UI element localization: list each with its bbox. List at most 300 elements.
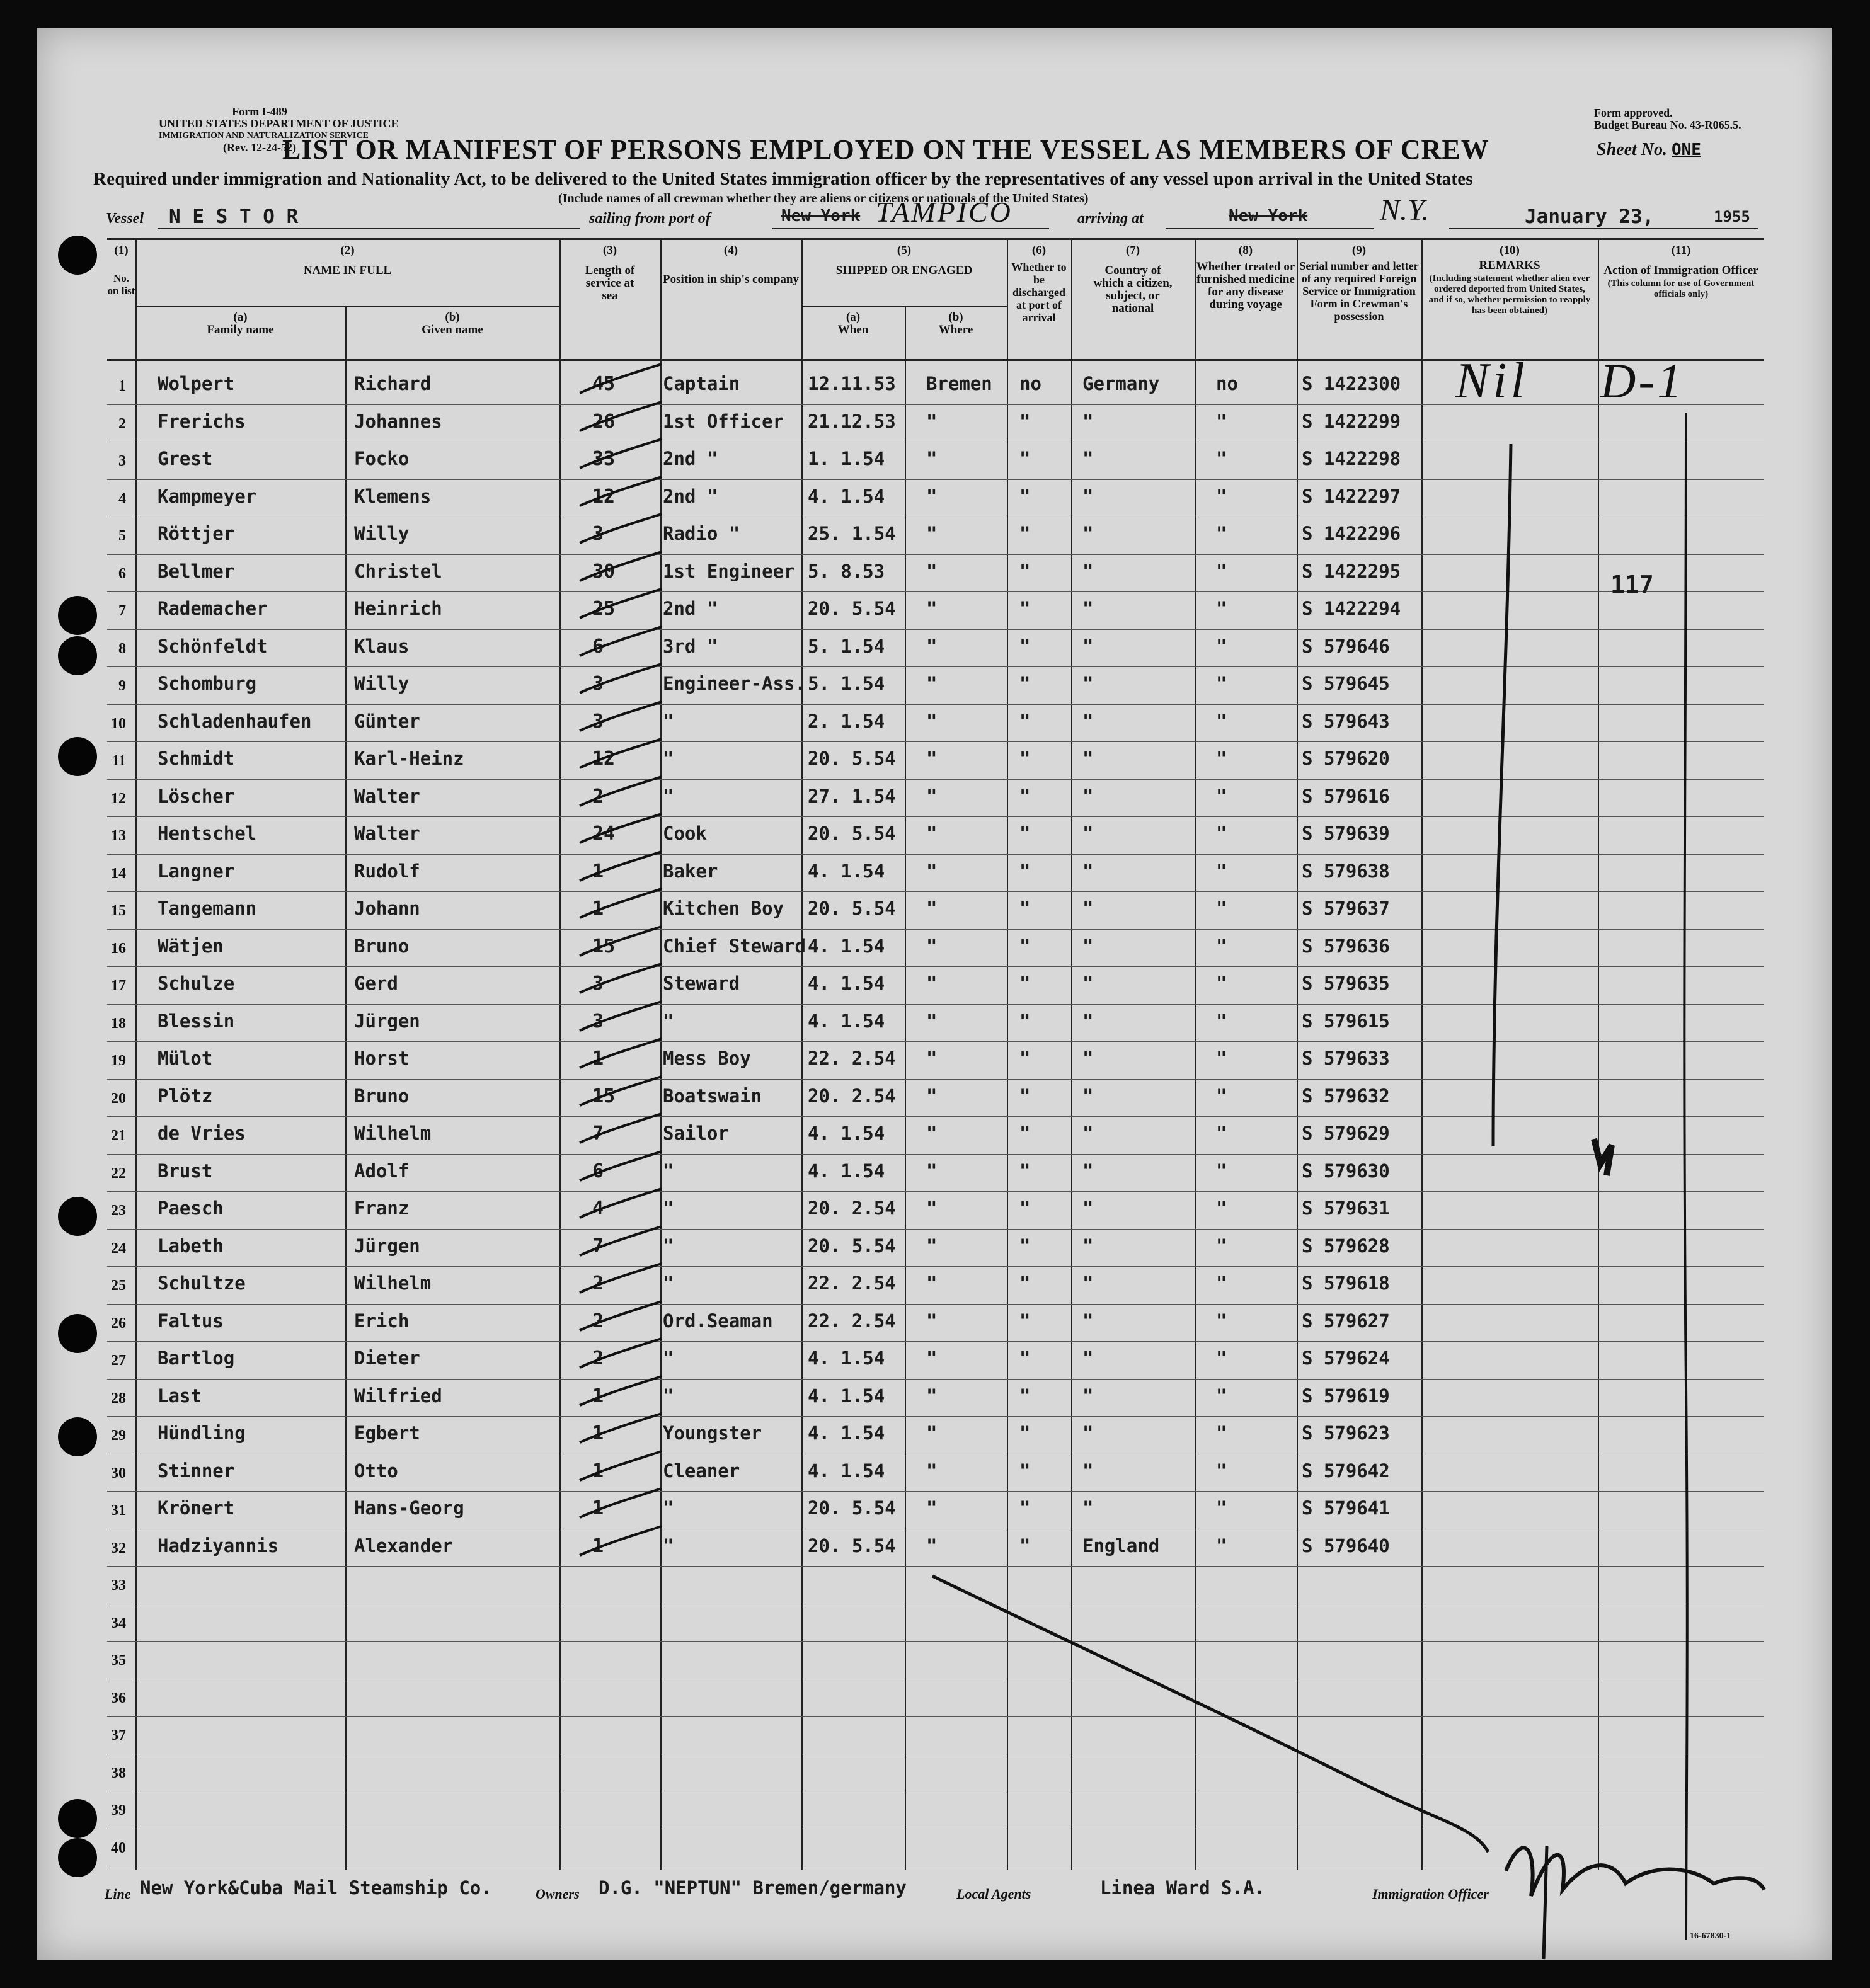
cell-family: Röttjer [158, 523, 235, 544]
cell-family: Hentschel [158, 823, 257, 844]
service-years: 1 [592, 1460, 604, 1482]
cell-treated: " [1216, 710, 1227, 732]
cell-when: 22. 2.54 [808, 1048, 896, 1069]
cell-position: Baker [663, 860, 718, 882]
cell-serial: S 1422300 [1302, 373, 1401, 394]
service-years: 3 [592, 1010, 604, 1032]
cell-where: " [926, 448, 938, 469]
row-number: 30 [111, 1465, 126, 1482]
cell-serial: S 579624 [1302, 1347, 1390, 1369]
row-number: 22 [111, 1165, 126, 1182]
cell-discharged: " [1019, 823, 1031, 844]
cell-when: 20. 5.54 [808, 1497, 896, 1519]
cell-when: 25. 1.54 [808, 523, 896, 544]
cell-country: " [1082, 823, 1094, 844]
cell-given: Horst [354, 1048, 410, 1069]
cell-serial: S 579636 [1302, 935, 1390, 957]
arrival-date: January 23, [1525, 205, 1655, 228]
cell-serial: S 579615 [1302, 1010, 1390, 1032]
cell-discharged: " [1019, 485, 1031, 507]
row-number: 38 [111, 1764, 126, 1781]
cell-family: Tangemann [158, 898, 257, 919]
cell-discharged: " [1019, 673, 1031, 694]
col9-header: (9) Serial number and letter of any required Foreign Service or Immigration Form in Crewman's possession [1299, 244, 1419, 323]
service-years: 2 [592, 1272, 604, 1294]
row-number: 27 [111, 1352, 126, 1369]
cell-treated: " [1216, 1085, 1227, 1107]
service-years: 26 [592, 410, 616, 433]
cell-discharged: " [1019, 523, 1031, 544]
cell-given: Bruno [354, 1085, 410, 1107]
row-number: 8 [118, 640, 126, 657]
cell-when: 22. 2.54 [808, 1272, 896, 1294]
cell-treated: " [1216, 560, 1227, 582]
cell-treated: " [1216, 1272, 1227, 1294]
cell-family: de Vries [158, 1123, 246, 1144]
officer-label: Immigration Officer [1372, 1886, 1489, 1902]
cell-given: Walter [354, 823, 420, 844]
arrival-year: 1955 [1714, 208, 1750, 226]
cell-given: Egbert [354, 1422, 420, 1444]
cell-country: " [1082, 598, 1094, 619]
remarks-ditto-line [1493, 444, 1511, 1146]
cell-treated: " [1216, 823, 1227, 844]
row-number: 36 [111, 1689, 126, 1706]
cell-family: Löscher [158, 785, 235, 807]
service-years: 15 [592, 1085, 616, 1107]
cell-given: Walter [354, 785, 420, 807]
cell-position: Steward [663, 973, 740, 994]
cell-serial: S 579628 [1302, 1235, 1390, 1257]
cell-given: Heinrich [354, 598, 442, 619]
cell-family: Faltus [158, 1310, 224, 1332]
cell-serial: S 579618 [1302, 1272, 1390, 1294]
cell-treated: " [1216, 860, 1227, 882]
cell-treated: " [1216, 1235, 1227, 1257]
cell-discharged: " [1019, 860, 1031, 882]
cell-serial: S 579627 [1302, 1310, 1390, 1332]
cell-position: Boatswain [663, 1085, 762, 1107]
cell-serial: S 1422297 [1302, 485, 1401, 507]
service-years: 1 [592, 1534, 604, 1557]
cell-family: Wolpert [158, 373, 235, 394]
cell-when: 4. 1.54 [808, 1422, 885, 1444]
cell-discharged: " [1019, 1385, 1031, 1407]
cell-position: 2nd " [663, 485, 718, 507]
service-years: 7 [592, 1123, 604, 1145]
signature-stroke [1544, 1846, 1547, 1959]
row-number: 16 [111, 940, 126, 957]
cell-where: " [926, 1534, 938, 1557]
cell-when: 20. 5.54 [808, 748, 896, 769]
row-number: 39 [111, 1802, 126, 1819]
service-years: 3 [592, 710, 604, 733]
cell-treated: " [1216, 598, 1227, 619]
row-number: 35 [111, 1652, 126, 1669]
cell-serial: S 579645 [1302, 673, 1390, 694]
cell-family: Hadziyannis [158, 1534, 279, 1557]
cell-treated: " [1216, 1010, 1227, 1032]
cell-where: " [926, 410, 938, 432]
cell-country: " [1082, 673, 1094, 694]
arriving-label: arriving at [1077, 210, 1144, 227]
row-number: 7 [118, 603, 126, 619]
cell-where: " [926, 560, 938, 582]
cell-treated: " [1216, 973, 1227, 994]
col6-header: (6) Whether to be discharged at port of arrival [1011, 244, 1067, 324]
cell-country: " [1082, 448, 1094, 469]
row-number: 12 [111, 790, 126, 807]
cell-given: Willy [354, 673, 410, 694]
cell-treated: " [1216, 1385, 1227, 1407]
row-number: 5 [118, 528, 126, 544]
cell-position: Kitchen Boy [663, 898, 784, 919]
remarks-handwritten: Nil [1455, 353, 1529, 409]
cell-family: Brust [158, 1160, 213, 1182]
cell-given: Jürgen [354, 1235, 420, 1257]
port-handwritten: TAMPICO [876, 196, 1012, 228]
cell-where: " [926, 823, 938, 844]
cell-treated: " [1216, 748, 1227, 769]
vessel-name: N E S T O R [169, 205, 299, 228]
cell-position: Chief Steward [663, 935, 806, 957]
col2-header: (2) NAME IN FULL [303, 244, 392, 277]
cell-discharged: " [1019, 1085, 1031, 1107]
cell-discharged: " [1019, 1272, 1031, 1294]
service-years: 6 [592, 635, 604, 658]
col4-header: (4) Position in ship's company [663, 244, 799, 286]
cell-position: 1st Engineer [663, 560, 795, 582]
cell-family: Labeth [158, 1235, 224, 1257]
row-number: 19 [111, 1053, 126, 1069]
cell-when: 20. 5.54 [808, 1534, 896, 1557]
cell-country: " [1082, 523, 1094, 544]
cell-when: 27. 1.54 [808, 785, 896, 807]
cell-given: Wilhelm [354, 1272, 432, 1294]
cell-when: 4. 1.54 [808, 1010, 885, 1032]
cell-discharged: " [1019, 410, 1031, 432]
cell-treated: " [1216, 1048, 1227, 1069]
cell-serial: S 579639 [1302, 823, 1390, 844]
cell-where: " [926, 1010, 938, 1032]
cell-given: Erich [354, 1310, 410, 1332]
cell-serial: S 579619 [1302, 1385, 1390, 1407]
cell-position: Youngster [663, 1422, 762, 1444]
ink-blot [1594, 1139, 1612, 1175]
service-years: 6 [592, 1160, 604, 1182]
cell-serial: S 1422296 [1302, 523, 1401, 544]
col5a-header: (a) When [837, 311, 869, 336]
row-number: 9 [118, 678, 126, 694]
cell-where: Bremen [926, 373, 992, 394]
cell-family: Bartlog [158, 1347, 235, 1369]
service-years: 3 [592, 673, 604, 695]
cell-serial: S 579629 [1302, 1123, 1390, 1144]
cell-country: England [1082, 1534, 1160, 1557]
row-number: 32 [111, 1540, 126, 1557]
col1-header: (1) No. on list [107, 244, 135, 297]
cell-position: " [663, 1235, 674, 1257]
cell-when: 4. 1.54 [808, 973, 885, 994]
row-number: 34 [111, 1614, 126, 1631]
cell-where: " [926, 1310, 938, 1332]
cell-when: 4. 1.54 [808, 935, 885, 957]
cell-family: Schladenhaufen [158, 710, 312, 732]
cell-family: Schmidt [158, 748, 235, 769]
service-years: 1 [592, 1422, 604, 1444]
cell-when: 20. 2.54 [808, 1085, 896, 1107]
cell-family: Mülot [158, 1048, 213, 1069]
cell-treated: " [1216, 1310, 1227, 1332]
cell-position: 2nd " [663, 448, 718, 469]
cell-position: 1st Officer [663, 410, 784, 432]
cell-serial: S 579623 [1302, 1422, 1390, 1444]
cell-serial: S 579616 [1302, 785, 1390, 807]
cell-country: " [1082, 1497, 1094, 1519]
cell-country: " [1082, 485, 1094, 507]
row-number: 31 [111, 1502, 126, 1519]
cell-serial: S 579640 [1302, 1534, 1390, 1557]
cell-family: Schulze [158, 973, 235, 994]
cell-where: " [926, 1197, 938, 1219]
service-years: 15 [592, 935, 616, 957]
cell-position: " [663, 1272, 674, 1294]
cell-where: " [926, 1385, 938, 1407]
row-number: 37 [111, 1727, 126, 1744]
cell-position: " [663, 1347, 674, 1369]
cell-where: " [926, 1272, 938, 1294]
cell-country: " [1082, 1310, 1094, 1332]
owners-value: D.G. "NEPTUN" Bremen/germany [599, 1877, 907, 1899]
col3-header: (3) Length of service at sea [585, 244, 635, 302]
page-title: LIST OR MANIFEST OF PERSONS EMPLOYED ON THE VESSEL AS MEMBERS OF CREW [282, 134, 1489, 165]
cell-country: " [1082, 1422, 1094, 1444]
cell-treated: " [1216, 1197, 1227, 1219]
cell-position: Radio " [663, 523, 740, 544]
row-number: 26 [111, 1315, 126, 1332]
cell-when: 5. 8.53 [808, 560, 885, 582]
service-years: 1 [592, 1497, 604, 1519]
service-years: 3 [592, 973, 604, 995]
service-years: 45 [592, 373, 616, 395]
cell-given: Alexander [354, 1534, 454, 1557]
col7-header: (7) Country of which a citizen, subject, or national [1093, 244, 1173, 315]
cell-treated: " [1216, 785, 1227, 807]
cell-family: Schultze [158, 1272, 246, 1294]
cell-position: Sailor [663, 1123, 729, 1144]
service-years: 1 [592, 860, 604, 883]
service-years: 4 [592, 1197, 604, 1220]
cell-family: Langner [158, 860, 235, 882]
cell-family: Blessin [158, 1010, 235, 1032]
cell-when: 20. 5.54 [808, 898, 896, 919]
cell-position: 3rd " [663, 635, 718, 657]
cell-given: Christel [354, 560, 442, 582]
cell-discharged: no [1019, 373, 1041, 394]
cell-family: Grest [158, 448, 213, 469]
cell-family: Hündling [158, 1422, 246, 1444]
cell-family: Last [158, 1385, 202, 1407]
cell-position: " [663, 1160, 674, 1182]
cell-position: " [663, 1497, 674, 1519]
cell-country: " [1082, 1160, 1094, 1182]
cell-when: 4. 1.54 [808, 1347, 885, 1369]
cell-serial: S 579642 [1302, 1460, 1390, 1482]
cell-serial: S 579635 [1302, 973, 1390, 994]
cell-when: 5. 1.54 [808, 673, 885, 694]
cell-discharged: " [1019, 1010, 1031, 1032]
cell-treated: " [1216, 523, 1227, 544]
row-number: 23 [111, 1203, 126, 1219]
cell-family: Bellmer [158, 560, 235, 582]
cell-given: Focko [354, 448, 410, 469]
cell-position: " [663, 748, 674, 769]
cell-treated: " [1216, 898, 1227, 919]
cell-given: Johannes [354, 410, 442, 432]
cell-country: " [1082, 1385, 1094, 1407]
cell-treated: no [1216, 373, 1238, 394]
cell-family: Rademacher [158, 598, 268, 619]
col5-header: (5) SHIPPED OR ENGAGED [835, 244, 973, 277]
cell-country: " [1082, 1010, 1094, 1032]
cell-serial: S 1422295 [1302, 560, 1401, 582]
cell-family: Frerichs [158, 410, 246, 432]
row-number: 3 [118, 453, 126, 469]
service-years: 2 [592, 1310, 604, 1332]
cell-given: Johann [354, 898, 420, 919]
service-years: 3 [592, 523, 604, 545]
cell-where: " [926, 485, 938, 507]
cell-position: " [663, 710, 674, 732]
vessel-label: Vessel [106, 210, 144, 227]
cell-country: " [1082, 748, 1094, 769]
cell-serial: S 579638 [1302, 860, 1390, 882]
service-years: 2 [592, 785, 604, 808]
cell-given: Karl-Heinz [354, 748, 464, 769]
cell-country: " [1082, 1123, 1094, 1144]
cell-when: 5. 1.54 [808, 635, 885, 657]
cell-serial: S 1422294 [1302, 598, 1401, 619]
row-number: 14 [111, 865, 126, 882]
cell-where: " [926, 785, 938, 807]
cell-position: " [663, 1197, 674, 1219]
cell-discharged: " [1019, 785, 1031, 807]
cell-discharged: " [1019, 560, 1031, 582]
cell-discharged: " [1019, 1460, 1031, 1482]
cell-given: Otto [354, 1460, 398, 1482]
col11-header: (11) Action of Immigration Officer (This column for use of Government officials only) [1603, 244, 1758, 299]
service-years: 1 [592, 1048, 604, 1070]
cell-where: " [926, 860, 938, 882]
cell-given: Bruno [354, 935, 410, 957]
cell-given: Günter [354, 710, 420, 732]
row-number: 29 [111, 1427, 126, 1444]
col2b-header: (b) Given name [422, 311, 483, 336]
row-number: 18 [111, 1015, 126, 1032]
cell-treated: " [1216, 1497, 1227, 1519]
cell-discharged: " [1019, 973, 1031, 994]
service-years: 1 [592, 898, 604, 920]
row-number: 10 [111, 715, 126, 732]
cell-given: Gerd [354, 973, 398, 994]
cell-when: 20. 5.54 [808, 823, 896, 844]
col8-header: (8) Whether treated or furnished medicine for any disease during voyage [1196, 244, 1295, 311]
cell-country: " [1082, 860, 1094, 882]
cell-treated: " [1216, 1460, 1227, 1482]
cell-when: 20. 2.54 [808, 1197, 896, 1219]
cell-when: 20. 5.54 [808, 598, 896, 619]
cell-serial: S 579630 [1302, 1160, 1390, 1182]
cell-where: " [926, 935, 938, 957]
row-number: 15 [111, 903, 126, 919]
service-years: 12 [592, 485, 616, 508]
approval-note: Form approved. Budget Bureau No. 43-R065.5. [1594, 106, 1741, 131]
cell-discharged: " [1019, 1497, 1031, 1519]
cell-serial: S 579620 [1302, 748, 1390, 769]
cell-treated: " [1216, 1123, 1227, 1144]
cancel-diagonal [932, 1576, 1488, 1852]
arriving-typed: New York [1229, 207, 1308, 226]
cell-country: " [1082, 635, 1094, 657]
cell-given: Richard [354, 373, 432, 394]
cell-family: Wätjen [158, 935, 224, 957]
cell-where: " [926, 635, 938, 657]
cell-where: " [926, 1160, 938, 1182]
line-label: Line [105, 1886, 131, 1902]
form-id: Form I-489 UNITED STATES DEPARTMENT OF JUSTICE IMMIGRATION AND NATURALIZATION SERVICE (Rev. 12-24-52) [159, 105, 399, 154]
cell-discharged: " [1019, 1123, 1031, 1144]
cell-country: Germany [1082, 373, 1160, 394]
cell-given: Wilhelm [354, 1123, 432, 1144]
agents-value: Linea Ward S.A. [1100, 1877, 1265, 1899]
cell-where: " [926, 898, 938, 919]
row-number: 11 [112, 753, 126, 769]
col5b-header: (b) Where [938, 311, 973, 336]
cell-when: 4. 1.54 [808, 1123, 885, 1144]
cell-where: " [926, 1123, 938, 1144]
cell-discharged: " [1019, 1048, 1031, 1069]
cell-given: Klemens [354, 485, 432, 507]
cell-discharged: " [1019, 1310, 1031, 1332]
cell-country: " [1082, 973, 1094, 994]
row-number: 6 [118, 565, 126, 582]
cell-where: " [926, 523, 938, 544]
cell-treated: " [1216, 1422, 1227, 1444]
service-years: 7 [592, 1235, 604, 1257]
cell-given: Willy [354, 523, 410, 544]
cell-country: " [1082, 1347, 1094, 1369]
cell-country: " [1082, 710, 1094, 732]
action-ditto-line [1684, 413, 1687, 1940]
row-number: 21 [111, 1128, 126, 1144]
cell-where: " [926, 1422, 938, 1444]
cell-position: " [663, 1534, 674, 1557]
service-years: 2 [592, 1347, 604, 1369]
cell-treated: " [1216, 1347, 1227, 1369]
row-number: 28 [111, 1390, 126, 1407]
cell-treated: " [1216, 1160, 1227, 1182]
cell-country: " [1082, 1197, 1094, 1219]
cell-discharged: " [1019, 635, 1031, 657]
cell-serial: S 579631 [1302, 1197, 1390, 1219]
cell-family: Schomburg [158, 673, 257, 694]
cell-where: " [926, 1497, 938, 1519]
cell-where: " [926, 973, 938, 994]
cell-where: " [926, 710, 938, 732]
line-value: New York&Cuba Mail Steamship Co. [140, 1877, 492, 1899]
sheet-label: Sheet No. ONE [1597, 140, 1701, 159]
cell-treated: " [1216, 673, 1227, 694]
